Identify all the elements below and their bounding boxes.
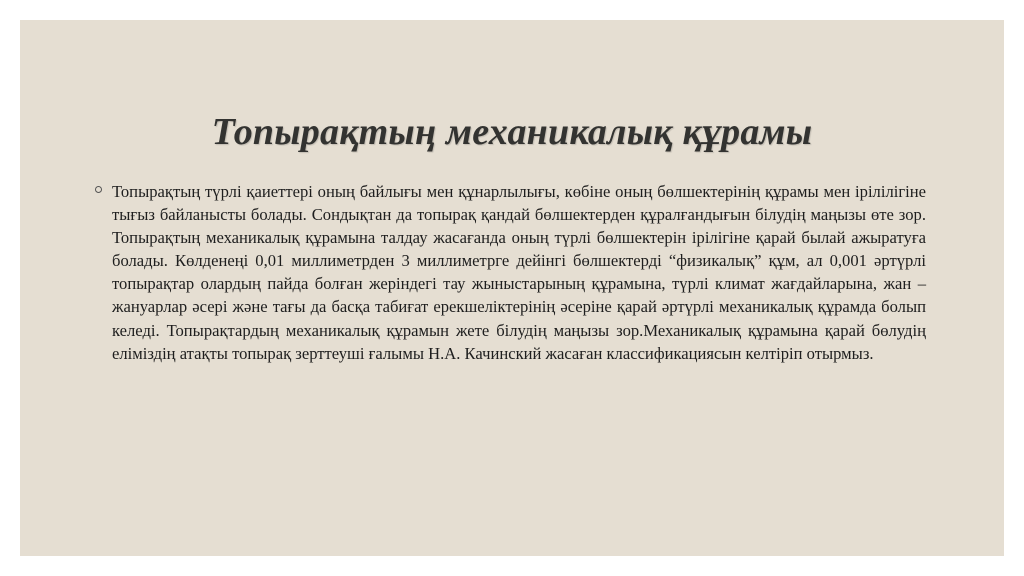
slide-title: Топырақтың механикалық құрамы [211, 111, 813, 153]
bullet-item [112, 180, 926, 365]
slide [20, 20, 1004, 556]
bullet-circle-icon [95, 186, 102, 193]
slide-body [112, 180, 926, 365]
bullet-text: Топырақтың түрлі қаиеттері оның байлығы мен құнарлылығы, көбіне оның бөлшектерінің құрамы мен ірілілігіне тығыз байланысты болады. Сондықтан да топырақ қандай бөлшектерден құралғандығын білудің маңызы өте зор. Топырақтың механикалық құрамына талдау жасағанда оның түрлі бөлшектерін ірілігіне қарай былай ажыратуға болады. Көлденеңі 0,01 миллиметрден 3 миллиметрге дейінгі бөлшектерді “физикалық” құм, ал 0,001 әртүрлі топырақтар олардың пайда болған жеріндегі тау жыныстарының құрамына, түрлі климат жағдайларына, жан – жануарлар әсері және тағы да басқа табиғат ерекшеліктерінің әсеріне қарай әртүрлі механикалық құрамда болып келеді. Топырақтардың механикалық құрамын жете білудің маңызы зор.Механикалық құрамына қарай бөлудің еліміздің атақты топырақ зерттеуші ғалымы Н.А. Качинский жасаған классификациясын келтіріп отырмыз. [112, 182, 926, 363]
